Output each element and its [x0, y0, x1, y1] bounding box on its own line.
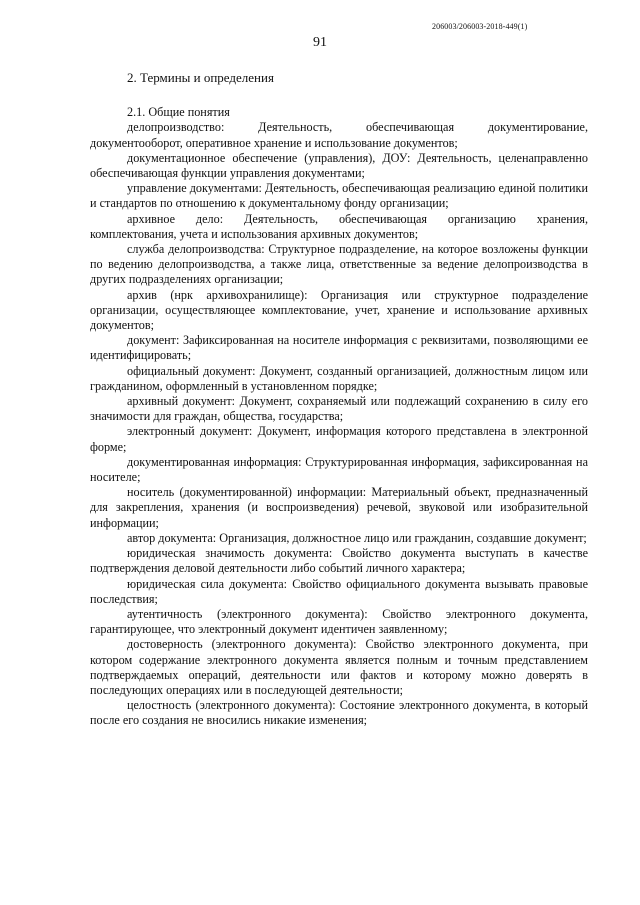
definition-paragraph: документированная информация: Структурированная информация, зафиксированная на носителе;	[90, 454, 588, 485]
definition-paragraph: достоверность (электронного документа): Свойство электронного документа, при котором содержание электронного документа является полным и точным представлением подтверждаемых операций, деятельности или фактов и которому можно доверять в последующих операциях или в последующей деятельности;	[90, 637, 588, 697]
subsection-heading: 2.1. Общие понятия	[127, 105, 230, 120]
definition-paragraph: документационное обеспечение (управления), ДОУ: Деятельность, целенаправленно обеспечивающая функции управления документами;	[90, 150, 588, 181]
definition-paragraph: носитель (документированной) информации: Материальный объект, предназначенный для закрепления, хранения (и воспроизведения) речевой, звуковой или изобразительной информации;	[90, 485, 588, 530]
document-id: 206003/206003-2018-449(1)	[432, 22, 528, 31]
page-number: 91	[313, 35, 327, 50]
definition-paragraph: делопроизводство: Деятельность, обеспечивающая документирование, документооборот, оперативное хранение и использование документов;	[90, 120, 588, 150]
definition-paragraph: юридическая сила документа: Свойство официального документа вызывать правовые последствия;	[90, 576, 588, 606]
definition-paragraph: служба делопроизводства: Структурное подразделение, на которое возложены функции по ведению делопроизводства, а также лица, ответственные за ведение делопроизводства в других подразделениях организации;	[90, 242, 588, 287]
definition-paragraph: целостность (электронного документа): Состояние электронного документа, в который после его создания не вносились никакие изменения;	[90, 698, 588, 728]
document-body	[90, 70, 588, 729]
definition-paragraph: официальный документ: Документ, созданный организацией, должностным лицом или гражданином, оформленный в установленном порядке;	[90, 363, 588, 393]
definition-paragraph: архивный документ: Документ, сохраняемый или подлежащий сохранению в силу его значимости для граждан, общества, государства;	[90, 394, 588, 424]
definition-paragraph: архив (нрк архивохранилище): Организация или структурное подразделение организации, осуществляющее комплектование, учет, хранение и использование архивных документов;	[90, 287, 588, 333]
definition-paragraph: управление документами: Деятельность, обеспечивающая реализацию единой политики и стандартов по отношению к документальному фонду организации;	[90, 181, 588, 211]
definition-paragraph: документ: Зафиксированная на носителе информация с реквизитами, позволяющими ее идентифицировать;	[90, 333, 588, 363]
section-heading: 2. Термины и определения	[127, 70, 274, 85]
definition-paragraph: аутентичность (электронного документа): Свойство электронного документа, гарантирующее, что электронный документ идентичен заявленному;	[90, 606, 588, 637]
definition-paragraph: юридическая значимость документа: Свойство документа выступать в качестве подтверждения деловой деятельности либо событий личного характера;	[90, 546, 588, 576]
definitions-list	[90, 120, 588, 728]
definition-paragraph: архивное дело: Деятельность, обеспечивающая организацию хранения, комплектования, учета и использования архивных документов;	[90, 211, 588, 241]
definition-paragraph: автор документа: Организация, должностное лицо или гражданин, создавшие документ;	[127, 530, 587, 545]
definition-paragraph: электронный документ: Документ, информация которого представлена в электронной форме;	[90, 424, 588, 454]
